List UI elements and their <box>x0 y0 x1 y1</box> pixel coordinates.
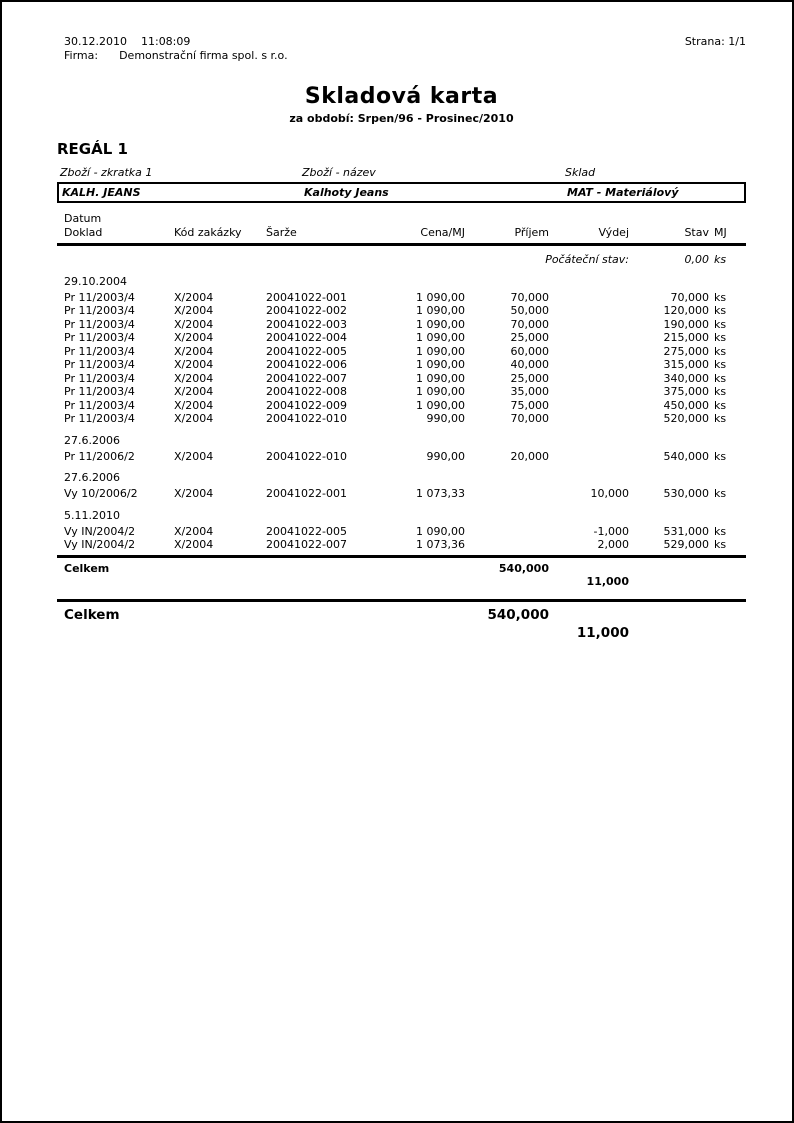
order-code-cell: X/2004 <box>174 344 214 358</box>
date-group <box>57 434 746 464</box>
group-rows <box>57 487 746 501</box>
col-header-sarze: Šarže <box>266 226 297 239</box>
price-cell: 1 090,00 <box>416 331 465 344</box>
price-cell: 1 090,00 <box>416 290 465 304</box>
grand-total-vydej: 11,000 <box>576 624 629 641</box>
doc-number-cell: Pr 11/2003/4 <box>64 317 135 331</box>
batch-cell: 20041022-004 <box>266 331 347 344</box>
batch-cell: 20041022-002 <box>266 304 347 317</box>
date-group <box>57 509 746 552</box>
unit-cell: ks <box>714 412 727 425</box>
stock-cell: 450,000 <box>663 398 709 412</box>
income-cell: 75,000 <box>510 398 549 412</box>
group-date: 27.6.2006 <box>64 471 120 484</box>
batch-cell: 20041022-005 <box>266 344 347 358</box>
initial-stock-row <box>57 253 746 267</box>
doc-number-cell: Pr 11/2003/4 <box>64 385 135 398</box>
col-header-stav: Stav <box>684 226 709 239</box>
section-title: REGÁL 1 <box>57 140 128 158</box>
col-header-cena-mj: Cena/MJ <box>420 226 465 239</box>
table-row <box>57 525 746 539</box>
group-total-prijem: 540,000 <box>498 561 549 575</box>
price-cell: 1 090,00 <box>416 385 465 398</box>
batch-cell: 20041022-007 <box>266 371 347 385</box>
group-total-vydej: 11,000 <box>586 575 629 588</box>
doc-number-cell: Vy IN/2004/2 <box>64 538 136 551</box>
outcome-cell <box>549 331 629 345</box>
stock-cell: 315,000 <box>663 358 709 371</box>
item-values-box <box>57 182 746 203</box>
initial-stock-unit: ks <box>714 253 727 266</box>
unit-cell: ks <box>714 304 727 317</box>
item-labels-row <box>57 166 746 180</box>
item-name-value: Kalhoty Jeans <box>304 186 389 199</box>
income-cell: 35,000 <box>510 385 549 398</box>
doc-number-cell: Pr 11/2003/4 <box>64 371 135 385</box>
warehouse-label: Sklad <box>565 166 596 179</box>
col-header-kod-zakazky: Kód zakázky <box>174 226 242 239</box>
order-code-cell: X/2004 <box>174 317 214 331</box>
unit-cell: ks <box>714 487 727 500</box>
batch-cell: 20041022-001 <box>266 487 347 500</box>
print-time: 11:08:09 <box>140 35 191 48</box>
table-row <box>57 487 746 501</box>
table-row <box>57 345 746 359</box>
stock-cell: 70,000 <box>670 290 709 304</box>
group-total-label: Celkem <box>64 561 110 575</box>
unit-cell: ks <box>714 524 727 538</box>
doc-number-cell: Pr 11/2003/4 <box>64 344 135 358</box>
col-header-mj: MJ <box>714 226 727 239</box>
stock-cell: 190,000 <box>663 317 709 331</box>
report-header <box>57 35 746 63</box>
order-code-cell: X/2004 <box>174 398 214 412</box>
price-cell: 990,00 <box>426 449 465 463</box>
income-cell: 25,000 <box>510 331 549 344</box>
firm-label: Firma: <box>64 49 99 62</box>
group-date: 29.10.2004 <box>64 274 127 288</box>
stock-cell: 540,000 <box>663 449 709 463</box>
firm-line <box>64 49 288 63</box>
price-cell: 990,00 <box>426 412 465 425</box>
unit-cell: ks <box>714 317 727 331</box>
price-cell: 1 090,00 <box>416 524 465 538</box>
income-cell <box>465 525 549 539</box>
movement-groups <box>57 275 746 552</box>
order-code-cell: X/2004 <box>174 331 214 344</box>
unit-cell: ks <box>714 290 727 304</box>
table-row <box>57 291 746 305</box>
doc-number-cell: Vy 10/2006/2 <box>64 487 138 500</box>
group-rows <box>57 450 746 464</box>
price-cell: 1 090,00 <box>416 344 465 358</box>
table-row <box>57 385 746 399</box>
stock-cell: 215,000 <box>663 331 709 344</box>
income-cell: 20,000 <box>510 449 549 463</box>
unit-cell: ks <box>714 358 727 371</box>
header-rule <box>57 243 746 246</box>
print-datetime-line <box>64 35 288 49</box>
order-code-cell: X/2004 <box>174 538 214 551</box>
order-code-cell: X/2004 <box>174 412 214 425</box>
doc-number-cell: Pr 11/2006/2 <box>64 449 135 463</box>
table-row <box>57 450 746 464</box>
stock-cell: 520,000 <box>663 412 709 425</box>
batch-cell: 20041022-006 <box>266 358 347 371</box>
report-subtitle: za období: Srpen/96 - Prosinec/2010 <box>289 112 514 125</box>
outcome-cell: -1,000 <box>593 524 629 538</box>
price-cell: 1 090,00 <box>416 304 465 317</box>
price-cell: 1 073,36 <box>416 538 465 551</box>
outcome-cell <box>549 399 629 413</box>
item-shortcut-value: KALH. JEANS <box>62 186 141 199</box>
header-left <box>64 35 288 63</box>
stock-cell: 340,000 <box>663 371 709 385</box>
table-row <box>57 318 746 332</box>
item-shortcut-label: Zboží - zkratka 1 <box>60 166 153 179</box>
order-code-cell: X/2004 <box>174 358 214 371</box>
income-cell <box>465 538 549 552</box>
stock-cell: 530,000 <box>663 487 709 500</box>
initial-stock-label: Počáteční stav: <box>545 253 629 266</box>
order-code-cell: X/2004 <box>174 385 214 398</box>
stock-cell: 375,000 <box>663 385 709 398</box>
outcome-cell <box>549 412 629 426</box>
outcome-cell <box>549 291 629 305</box>
outcome-cell: 2,000 <box>597 538 629 551</box>
col-header-prijem: Příjem <box>514 226 549 239</box>
table-row <box>57 372 746 386</box>
rows-bottom-rule <box>57 555 746 558</box>
order-code-cell: X/2004 <box>174 449 214 463</box>
unit-cell: ks <box>714 331 727 344</box>
price-cell: 1 090,00 <box>416 398 465 412</box>
table-row <box>57 304 746 318</box>
batch-cell: 20041022-008 <box>266 385 347 398</box>
stock-cell: 275,000 <box>663 344 709 358</box>
income-cell: 25,000 <box>510 371 549 385</box>
initial-stock-value: 0,00 <box>684 253 709 266</box>
item-name-label: Zboží - název <box>302 166 376 179</box>
firm-name: Demonstrační firma spol. s r.o. <box>119 49 288 62</box>
unit-cell: ks <box>714 449 727 463</box>
col-header-doklad: Doklad <box>64 226 103 239</box>
income-cell: 40,000 <box>510 358 549 371</box>
batch-cell: 20041022-010 <box>266 412 347 425</box>
table-row <box>57 538 746 552</box>
doc-number-cell: Pr 11/2003/4 <box>64 304 135 317</box>
page-number: Strana: 1/1 <box>684 35 746 48</box>
order-code-cell: X/2004 <box>174 304 214 317</box>
income-cell <box>465 487 549 501</box>
outcome-cell: 10,000 <box>590 487 629 500</box>
date-group <box>57 275 746 426</box>
outcome-cell <box>549 345 629 359</box>
table-row <box>57 399 746 413</box>
income-cell: 60,000 <box>510 344 549 358</box>
income-cell: 70,000 <box>510 317 549 331</box>
price-cell: 1 090,00 <box>416 371 465 385</box>
stock-cell: 531,000 <box>663 524 709 538</box>
col-header-datum: Datum <box>64 212 102 225</box>
print-date: 30.12.2010 <box>64 35 127 48</box>
batch-cell: 20041022-009 <box>266 398 347 412</box>
batch-cell: 20041022-001 <box>266 290 347 304</box>
order-code-cell: X/2004 <box>174 371 214 385</box>
price-cell: 1 073,33 <box>416 487 465 500</box>
doc-number-cell: Pr 11/2003/4 <box>64 398 135 412</box>
batch-cell: 20041022-010 <box>266 449 347 463</box>
group-rows <box>57 291 746 426</box>
unit-cell: ks <box>714 398 727 412</box>
stock-cell: 120,000 <box>663 304 709 317</box>
grand-total-rule <box>57 599 746 602</box>
income-cell: 70,000 <box>510 412 549 425</box>
table-column-headers <box>57 212 746 240</box>
grand-total <box>57 607 746 641</box>
doc-number-cell: Pr 11/2003/4 <box>64 290 135 304</box>
grand-total-label: Celkem <box>64 606 120 623</box>
doc-number-cell: Pr 11/2003/4 <box>64 412 135 425</box>
income-cell: 70,000 <box>510 290 549 304</box>
unit-cell: ks <box>714 371 727 385</box>
unit-cell: ks <box>714 344 727 358</box>
table-row <box>57 331 746 345</box>
batch-cell: 20041022-007 <box>266 538 347 551</box>
col-header-vydej: Výdej <box>598 226 629 239</box>
order-code-cell: X/2004 <box>174 524 214 538</box>
order-code-cell: X/2004 <box>174 290 214 304</box>
unit-cell: ks <box>714 385 727 398</box>
table-row <box>57 412 746 426</box>
doc-number-cell: Vy IN/2004/2 <box>64 524 136 538</box>
date-group <box>57 471 746 501</box>
unit-cell: ks <box>714 538 727 551</box>
outcome-cell <box>549 358 629 372</box>
group-rows <box>57 525 746 552</box>
price-cell: 1 090,00 <box>416 317 465 331</box>
group-date: 5.11.2010 <box>64 508 120 522</box>
doc-number-cell: Pr 11/2003/4 <box>64 331 135 344</box>
outcome-cell <box>549 318 629 332</box>
grand-total-prijem: 540,000 <box>487 606 549 623</box>
doc-number-cell: Pr 11/2003/4 <box>64 358 135 371</box>
batch-cell: 20041022-003 <box>266 317 347 331</box>
batch-cell: 20041022-005 <box>266 524 347 538</box>
outcome-cell <box>549 450 629 464</box>
outcome-cell <box>549 304 629 318</box>
warehouse-value: MAT - Materiálový <box>567 186 679 199</box>
price-cell: 1 090,00 <box>416 358 465 371</box>
outcome-cell <box>549 372 629 386</box>
group-date: 27.6.2006 <box>64 433 120 447</box>
income-cell: 50,000 <box>510 304 549 317</box>
group-total <box>57 562 746 589</box>
stock-cell: 529,000 <box>663 538 709 551</box>
order-code-cell: X/2004 <box>174 487 214 500</box>
table-row <box>57 358 746 372</box>
report-title: Skladová karta <box>304 84 499 109</box>
outcome-cell <box>549 385 629 399</box>
